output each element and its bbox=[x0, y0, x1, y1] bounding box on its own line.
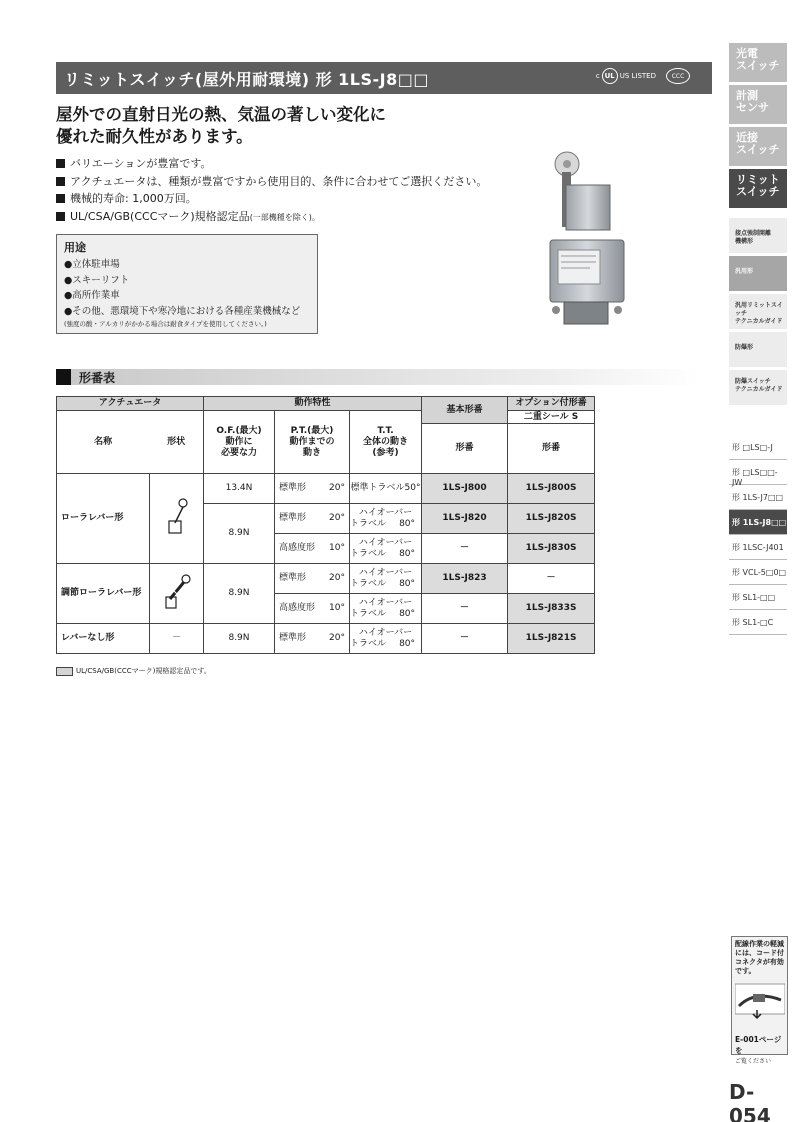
usage-item: ●立体駐車場 bbox=[64, 259, 120, 270]
pt-value: 10° bbox=[329, 603, 345, 613]
basic-model: 1LS-J820 bbox=[422, 504, 508, 534]
nav-sub-explosion-proof[interactable]: 防爆形 bbox=[729, 332, 787, 367]
page-number: D-054 bbox=[729, 1080, 771, 1122]
table-row bbox=[57, 474, 595, 504]
option-model: 1LS-J820S bbox=[508, 504, 595, 534]
bullet-square-icon bbox=[56, 177, 65, 186]
nav-model-item[interactable]: 形 SL1-□□ bbox=[729, 585, 787, 610]
nav-model-item[interactable]: 形 □LS□-J bbox=[729, 435, 787, 460]
tt-cell bbox=[350, 564, 422, 594]
header-of: O.F.(最大) 動作に 必要な力 bbox=[204, 411, 275, 474]
usage-box bbox=[56, 234, 318, 334]
headline bbox=[56, 104, 576, 148]
nav-sub-general[interactable]: 汎用形 bbox=[729, 256, 787, 291]
pt-type: 標準形 bbox=[279, 513, 307, 523]
legend-swatch bbox=[56, 667, 73, 676]
pt-value: 20° bbox=[329, 513, 345, 523]
headline-line-2: 優れた耐久性があります。 bbox=[56, 127, 253, 146]
bullet-square-icon bbox=[56, 212, 65, 221]
pt-value: 20° bbox=[329, 573, 345, 583]
ul-prefix: c bbox=[595, 72, 600, 80]
pt-cell bbox=[275, 564, 350, 594]
nav-model-item-active[interactable]: 形 1LS-J8□□ bbox=[729, 510, 787, 535]
adjustable-roller-lever-shape-icon bbox=[150, 564, 204, 624]
tt-text: トラベル bbox=[350, 608, 387, 619]
tt-text: ハイオーバー bbox=[358, 507, 413, 518]
header-characteristics: 動作特性 bbox=[204, 397, 422, 411]
nav-sub-explosion-guide[interactable]: 防爆スイッチ テクニカルガイド bbox=[729, 370, 787, 405]
pt-cell bbox=[275, 594, 350, 624]
bullet-square-icon bbox=[56, 159, 65, 168]
model-table bbox=[56, 396, 595, 654]
nav-category-photoelectric[interactable]: 光電 スイッチ bbox=[729, 43, 787, 82]
tt-value: 80° bbox=[399, 548, 416, 559]
nav-model-item[interactable]: 形 1LSC-J401 bbox=[729, 535, 787, 560]
of-value: 8.9N bbox=[204, 504, 275, 564]
connector-note-text: 配線作業の軽減には、コード付コネクタが有効です。 bbox=[735, 940, 784, 975]
tt-cell bbox=[350, 624, 422, 654]
feature-text: バリエーションが豊富です。 bbox=[70, 157, 212, 170]
section-title: 形番表 bbox=[79, 370, 116, 385]
feature-item bbox=[56, 208, 526, 227]
basic-model: － bbox=[422, 534, 508, 564]
pt-cell bbox=[275, 624, 350, 654]
tt-text: ハイオーバー bbox=[358, 627, 413, 638]
bullet-square-icon bbox=[56, 194, 65, 203]
header-name-shape-cell bbox=[57, 411, 204, 474]
tt-text: 標準トラベル50° bbox=[350, 483, 421, 493]
title-bar bbox=[56, 62, 712, 94]
headline-line-1: 屋外での直射日光の熱、気温の著しい変化に bbox=[56, 105, 386, 124]
subcategory-nav bbox=[729, 218, 787, 408]
pt-value: 20° bbox=[329, 483, 345, 493]
no-lever-shape: － bbox=[150, 624, 204, 654]
tt-value: 80° bbox=[399, 578, 416, 589]
group-roller-lever: ローラレバー形 bbox=[57, 474, 150, 564]
legend-text: UL/CSA/GB(CCCマーク)規格認定品です。 bbox=[76, 667, 211, 675]
pt-value: 20° bbox=[329, 633, 345, 643]
group-no-lever: レバーなし形 bbox=[57, 624, 150, 654]
section-marker-icon bbox=[56, 369, 71, 385]
nav-model-item[interactable]: 形 1LS-J7□□ bbox=[729, 485, 787, 510]
feature-note: (一部機種を除く)。 bbox=[249, 212, 320, 222]
tt-text: ハイオーバー bbox=[358, 567, 413, 578]
pt-type: 標準形 bbox=[279, 483, 307, 493]
category-nav bbox=[729, 43, 787, 211]
basic-model: － bbox=[422, 594, 508, 624]
pt-type: 標準形 bbox=[279, 633, 307, 643]
of-value: 13.4N bbox=[204, 474, 275, 504]
header-option-sub: 二重シール S bbox=[508, 411, 595, 424]
model-nav bbox=[729, 435, 787, 635]
pt-value: 10° bbox=[329, 543, 345, 553]
tt-text: トラベル bbox=[350, 578, 387, 589]
connector-ref-link[interactable]: E-001ページを bbox=[735, 1035, 782, 1055]
nav-model-item[interactable]: 形 □LS□□-JW bbox=[729, 460, 787, 485]
pt-type: 高感度形 bbox=[279, 543, 316, 553]
usage-item: ●高所作業車 bbox=[64, 290, 120, 301]
feature-text: 機械的寿命: 1,000万回。 bbox=[70, 192, 197, 205]
connector-note bbox=[731, 936, 788, 1065]
header-name: 名称 bbox=[94, 436, 113, 447]
section-heading bbox=[56, 369, 700, 385]
usage-item: ●その他、悪環境下や寒冷地における各種産業機械など bbox=[64, 305, 301, 317]
basic-model: － bbox=[422, 624, 508, 654]
usage-title: 用途 bbox=[64, 241, 86, 254]
header-pt: P.T.(最大) 動作までの 動き bbox=[275, 411, 350, 474]
tt-cell bbox=[350, 504, 422, 534]
roller-lever-shape-icon bbox=[150, 474, 204, 564]
option-model: 1LS-J800S bbox=[508, 474, 595, 504]
nav-model-item[interactable]: 形 SL1-□C bbox=[729, 610, 787, 635]
tt-text: ハイオーバー bbox=[358, 537, 413, 548]
ul-listed-mark bbox=[596, 68, 656, 84]
pt-cell bbox=[275, 504, 350, 534]
tt-value: 80° bbox=[399, 608, 416, 619]
option-model: 1LS-J830S bbox=[508, 534, 595, 564]
ccc-icon: CCC bbox=[666, 68, 690, 84]
header-tt: T.T. 全体の動き (参考) bbox=[350, 411, 422, 474]
nav-sub-forced-opening[interactable]: 接点強制開離 機構形 bbox=[729, 218, 787, 253]
header-model-2: 形番 bbox=[508, 424, 595, 474]
tt-text: トラベル bbox=[350, 548, 387, 559]
tt-value: 80° bbox=[399, 518, 416, 529]
feature-text: アクチュエータは、種類が豊富ですから使用目的、条件に合わせてご選択ください。 bbox=[70, 174, 488, 188]
pt-cell bbox=[275, 534, 350, 564]
nav-category-limit-switch[interactable]: リミット スイッチ bbox=[729, 169, 787, 208]
of-value: 8.9N bbox=[204, 624, 275, 654]
header-basic-model: 基本形番 bbox=[422, 397, 508, 424]
basic-model: 1LS-J823 bbox=[422, 564, 508, 594]
feature-item bbox=[56, 173, 526, 191]
ul-icon: UL bbox=[602, 68, 618, 84]
nav-category-proximity[interactable]: 近接 スイッチ bbox=[729, 127, 787, 166]
usage-note: (強度の酸・アルカリがかかる場合は耐食タイプを使用してください。) bbox=[64, 320, 267, 328]
feature-text: UL/CSA/GB(CCCマーク)規格認定品 bbox=[70, 209, 250, 223]
tt-cell bbox=[350, 594, 422, 624]
header-model-1: 形番 bbox=[422, 424, 508, 474]
of-value: 8.9N bbox=[204, 564, 275, 624]
ul-listed-text: US LISTED bbox=[619, 72, 656, 80]
option-model: 1LS-J821S bbox=[508, 624, 595, 654]
table-row bbox=[57, 624, 595, 654]
connector-icon bbox=[735, 976, 785, 1026]
group-adjustable-roller-lever: 調節ローラレバー形 bbox=[57, 564, 150, 624]
feature-item bbox=[56, 155, 526, 173]
tt-value: 80° bbox=[399, 638, 416, 649]
table-row bbox=[57, 564, 595, 594]
nav-category-measurement[interactable]: 計測 センサ bbox=[729, 85, 787, 124]
nav-model-item[interactable]: 形 VCL-5□0□ bbox=[729, 560, 787, 585]
tt-cell bbox=[350, 534, 422, 564]
pt-type: 高感度形 bbox=[279, 603, 316, 613]
basic-model: 1LS-J800 bbox=[422, 474, 508, 504]
tt-cell bbox=[350, 474, 422, 504]
header-actuator: アクチュエータ bbox=[57, 397, 204, 411]
option-model: 1LS-J833S bbox=[508, 594, 595, 624]
nav-sub-general-guide[interactable]: 汎用リミットスイッチ テクニカルガイド bbox=[729, 294, 787, 329]
header-shape: 形状 bbox=[167, 436, 186, 447]
connector-ref-text: ご覧ください bbox=[735, 1058, 772, 1065]
feature-list bbox=[56, 155, 526, 226]
page-title: リミットスイッチ(屋外用耐環境) 形 1LS-J8□□ bbox=[64, 69, 429, 89]
header-option-model: オプション付形番 bbox=[508, 397, 595, 411]
usage-item: ●スキーリフト bbox=[64, 274, 130, 286]
tt-text: ハイオーバー bbox=[358, 597, 413, 608]
table-legend bbox=[56, 666, 211, 676]
pt-type: 標準形 bbox=[279, 573, 307, 583]
tt-text: トラベル bbox=[350, 518, 387, 529]
limit-switch-product-image bbox=[540, 150, 630, 328]
option-model: － bbox=[508, 564, 595, 594]
certification-marks bbox=[596, 68, 690, 84]
feature-item bbox=[56, 190, 526, 208]
pt-cell bbox=[275, 474, 350, 504]
tt-text: トラベル bbox=[350, 638, 387, 649]
